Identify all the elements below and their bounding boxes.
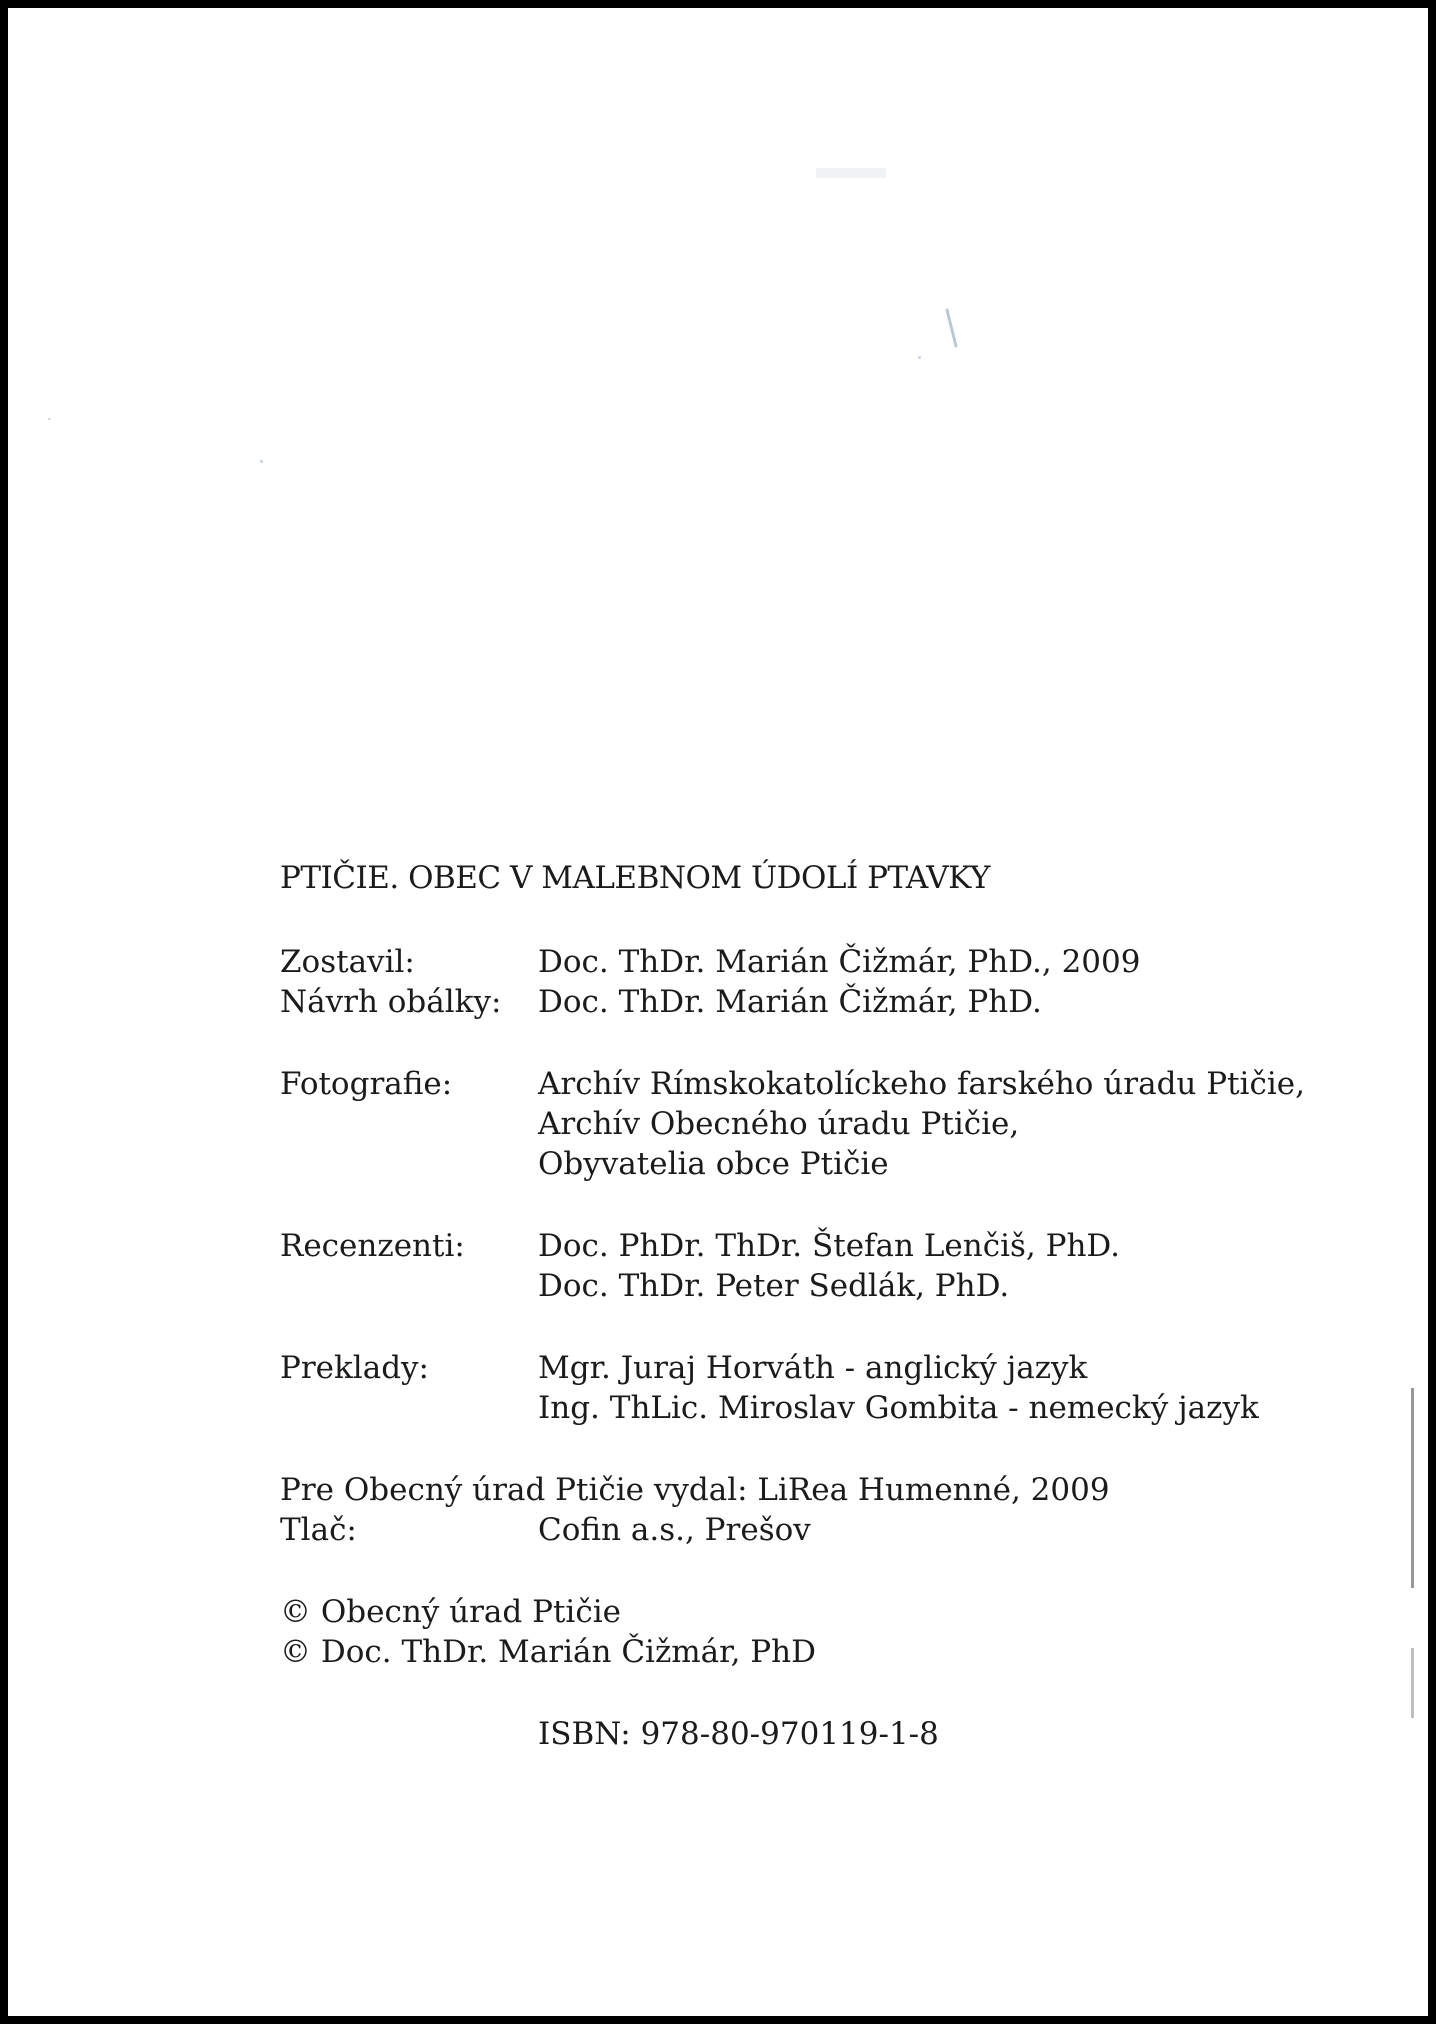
credit-photos [280, 1064, 1400, 1184]
publisher-line: Pre Obecný úrad Ptičie vydal: LiRea Humenné, 2009 [280, 1472, 1110, 1508]
credit-value [538, 1348, 1259, 1428]
copyright-line: © Doc. ThDr. Marián Čižmár, PhD [280, 1634, 816, 1670]
scan-edge-shadow [1411, 1388, 1414, 1588]
scan-edge-shadow [1411, 1648, 1414, 1718]
scan-artifact [48, 418, 51, 420]
copyright-line: © Obecný úrad Ptičie [280, 1594, 621, 1630]
credit-label: Fotografie: [280, 1066, 453, 1102]
credit-line: Doc. ThDr. Peter Sedlák, PhD. [538, 1268, 1010, 1304]
credit-label: Tlač: [280, 1512, 357, 1548]
credit-cover [280, 982, 1400, 1022]
credit-label: Recenzenti: [280, 1228, 465, 1264]
book-title: PTIČIE. OBEC V MALEBNOM ÚDOLÍ PTAVKY [280, 860, 990, 896]
credit-line: Doc. PhDr. ThDr. Štefan Lenčiš, PhD. [538, 1228, 1121, 1264]
credit-value: Cofin a.s., Prešov [538, 1512, 811, 1548]
credit-value [538, 982, 1042, 1022]
credit-compiled [280, 942, 1400, 982]
credit-value [538, 942, 1140, 982]
scan-artifact [918, 356, 921, 359]
credit-line: Doc. ThDr. Marián Čižmár, PhD. [538, 984, 1042, 1020]
credit-line: Ing. ThLic. Miroslav Gombita - nemecký jazyk [538, 1390, 1259, 1426]
credit-reviewers [280, 1226, 1400, 1306]
scan-artifact [816, 168, 886, 178]
credit-label: Návrh obálky: [280, 984, 502, 1020]
credit-value [538, 1226, 1120, 1306]
credit-line: Mgr. Juraj Horváth - anglický jazyk [538, 1350, 1088, 1386]
book-imprint-page [8, 8, 1428, 2016]
credit-line: Doc. ThDr. Marián Čižmár, PhD., 2009 [538, 944, 1141, 980]
credit-line: Archív Obecného úradu Ptičie, [538, 1106, 1020, 1142]
scan-artifact [260, 460, 263, 463]
credit-translations [280, 1348, 1400, 1428]
credit-line: Obyvatelia obce Ptičie [538, 1146, 889, 1182]
credit-label: Preklady: [280, 1350, 430, 1386]
credit-print [280, 1510, 1400, 1550]
credit-line: Archív Rímskokatolíckeho farského úradu Ptičie, [538, 1066, 1305, 1102]
credit-value [538, 1064, 1305, 1184]
imprint-block [280, 858, 1400, 1754]
isbn: ISBN: 978-80-970119-1-8 [538, 1716, 939, 1752]
credit-label: Zostavil: [280, 944, 415, 980]
scan-artifact [945, 308, 958, 348]
